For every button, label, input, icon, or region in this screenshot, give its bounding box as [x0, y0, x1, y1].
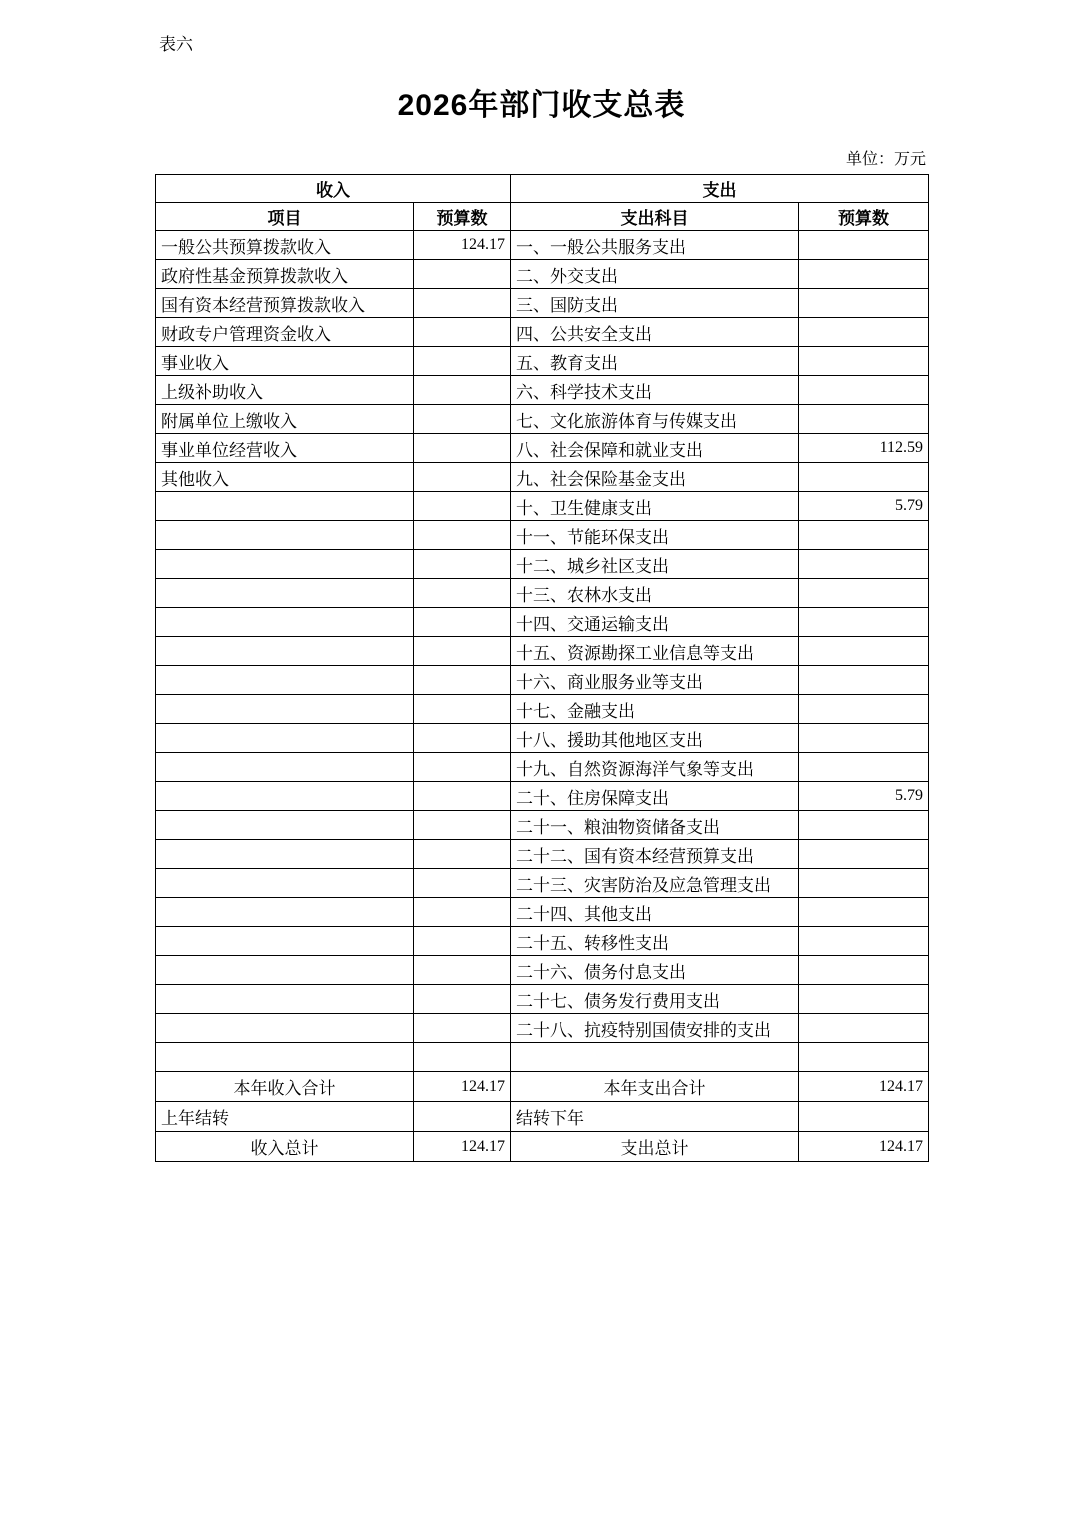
- income-budget-header: 预算数: [414, 203, 511, 231]
- income-item-cell: 其他收入: [156, 463, 414, 492]
- income-item-cell: [156, 608, 414, 637]
- expense-value-cell: [799, 1102, 929, 1132]
- summary-row: [156, 1102, 929, 1132]
- table-row: [156, 956, 929, 985]
- expense-item-cell: 三、国防支出: [511, 289, 799, 318]
- income-item-cell: [156, 637, 414, 666]
- expense-value-cell: [799, 405, 929, 434]
- group-header-row: [156, 175, 929, 203]
- table-row: [156, 753, 929, 782]
- table-row: [156, 492, 929, 521]
- expense-value-cell: [799, 695, 929, 724]
- income-value-cell: [414, 260, 511, 289]
- income-value-cell: 124.17: [414, 231, 511, 260]
- income-value-cell: [414, 869, 511, 898]
- income-value-cell: [414, 840, 511, 869]
- expense-item-cell: 八、社会保障和就业支出: [511, 434, 799, 463]
- income-value-cell: 124.17: [414, 1132, 511, 1162]
- table-row: [156, 898, 929, 927]
- expense-value-cell: 124.17: [799, 1072, 929, 1102]
- income-item-cell: [156, 782, 414, 811]
- expense-item-cell: 二十四、其他支出: [511, 898, 799, 927]
- expense-value-cell: [799, 869, 929, 898]
- income-item-cell: [156, 1043, 414, 1072]
- expense-value-cell: [799, 637, 929, 666]
- expense-item-cell: 十七、金融支出: [511, 695, 799, 724]
- income-value-cell: [414, 927, 511, 956]
- expense-value-cell: [799, 724, 929, 753]
- expense-value-cell: [799, 318, 929, 347]
- income-item-cell: 事业收入: [156, 347, 414, 376]
- table-row: [156, 463, 929, 492]
- income-item-cell: [156, 869, 414, 898]
- expense-item-cell: 九、社会保险基金支出: [511, 463, 799, 492]
- expense-value-cell: [799, 289, 929, 318]
- expense-item-cell: 十九、自然资源海洋气象等支出: [511, 753, 799, 782]
- table-row: [156, 550, 929, 579]
- income-value-cell: [414, 289, 511, 318]
- expense-value-cell: 5.79: [799, 782, 929, 811]
- expense-item-cell: 十五、资源勘探工业信息等支出: [511, 637, 799, 666]
- income-value-cell: [414, 463, 511, 492]
- income-value-cell: [414, 898, 511, 927]
- expense-item-cell: 二十五、转移性支出: [511, 927, 799, 956]
- income-item-cell: 附属单位上缴收入: [156, 405, 414, 434]
- income-item-cell: [156, 985, 414, 1014]
- expense-value-cell: [799, 347, 929, 376]
- income-value-cell: [414, 1043, 511, 1072]
- expense-item-cell: 二十三、灾害防治及应急管理支出: [511, 869, 799, 898]
- income-value-cell: [414, 666, 511, 695]
- expense-item-cell: 十二、城乡社区支出: [511, 550, 799, 579]
- page-title: 2026年部门收支总表: [397, 89, 686, 122]
- income-item-cell: 财政专户管理资金收入: [156, 318, 414, 347]
- expense-value-cell: 112.59: [799, 434, 929, 463]
- income-item-cell: [156, 898, 414, 927]
- income-value-cell: [414, 579, 511, 608]
- table-row: [156, 376, 929, 405]
- income-value-cell: [414, 608, 511, 637]
- income-value-cell: [414, 985, 511, 1014]
- income-item-cell: 上年结转: [156, 1102, 414, 1132]
- expense-value-cell: [799, 666, 929, 695]
- expense-value-cell: [799, 463, 929, 492]
- expense-value-cell: 5.79: [799, 492, 929, 521]
- income-group-header: 收入: [156, 175, 511, 203]
- income-value-cell: [414, 724, 511, 753]
- table-row: [156, 347, 929, 376]
- table-row: [156, 869, 929, 898]
- income-value-cell: [414, 521, 511, 550]
- table-row: [156, 985, 929, 1014]
- summary-row: [156, 1072, 929, 1102]
- expense-value-cell: [799, 753, 929, 782]
- expense-item-cell: 四、公共安全支出: [511, 318, 799, 347]
- expense-item-cell: 十四、交通运输支出: [511, 608, 799, 637]
- expense-value-cell: [799, 927, 929, 956]
- income-item-cell: [156, 492, 414, 521]
- expense-value-cell: [799, 956, 929, 985]
- income-item-cell: [156, 811, 414, 840]
- table-row: [156, 782, 929, 811]
- income-item-cell: 上级补助收入: [156, 376, 414, 405]
- expense-value-cell: [799, 550, 929, 579]
- income-value-cell: [414, 956, 511, 985]
- table-row: [156, 434, 929, 463]
- income-item-cell: 事业单位经营收入: [156, 434, 414, 463]
- income-item-cell: [156, 579, 414, 608]
- expense-item-cell: 十一、节能环保支出: [511, 521, 799, 550]
- income-value-cell: [414, 1014, 511, 1043]
- table-number-label: 表六: [159, 35, 193, 54]
- expense-item-cell: 本年支出合计: [511, 1072, 799, 1102]
- expense-item-cell: 十八、援助其他地区支出: [511, 724, 799, 753]
- expense-value-cell: [799, 231, 929, 260]
- income-item-cell: 一般公共预算拨款收入: [156, 231, 414, 260]
- income-value-cell: [414, 492, 511, 521]
- income-item-cell: [156, 550, 414, 579]
- expense-item-cell: 二、外交支出: [511, 260, 799, 289]
- expense-item-cell: 二十七、债务发行费用支出: [511, 985, 799, 1014]
- expense-item-cell: 七、文化旅游体育与传媒支出: [511, 405, 799, 434]
- expense-value-cell: [799, 898, 929, 927]
- table-header: [156, 175, 929, 231]
- table-row: [156, 289, 929, 318]
- summary-row: [156, 1132, 929, 1162]
- income-value-cell: [414, 637, 511, 666]
- income-value-cell: 124.17: [414, 1072, 511, 1102]
- expense-value-cell: [799, 840, 929, 869]
- expense-value-cell: [799, 579, 929, 608]
- table-footer: [156, 1072, 929, 1162]
- expense-value-cell: [799, 985, 929, 1014]
- income-item-cell: [156, 695, 414, 724]
- expense-value-cell: [799, 376, 929, 405]
- table-row: [156, 666, 929, 695]
- income-value-cell: [414, 405, 511, 434]
- expense-item-cell: 一、一般公共服务支出: [511, 231, 799, 260]
- expense-value-cell: [799, 260, 929, 289]
- unit-label: 单位：万元: [845, 151, 926, 168]
- table-row: [156, 260, 929, 289]
- table-row: [156, 695, 929, 724]
- expense-item-cell: 二十二、国有资本经营预算支出: [511, 840, 799, 869]
- income-item-cell: [156, 521, 414, 550]
- table-row: [156, 521, 929, 550]
- income-item-cell: 国有资本经营预算拨款收入: [156, 289, 414, 318]
- income-value-cell: [414, 811, 511, 840]
- income-item-cell: [156, 666, 414, 695]
- income-value-cell: [414, 318, 511, 347]
- income-value-cell: [414, 376, 511, 405]
- table-row: [156, 1043, 929, 1072]
- expense-item-cell: 二十、住房保障支出: [511, 782, 799, 811]
- income-value-cell: [414, 347, 511, 376]
- table-row: [156, 231, 929, 260]
- income-item-cell: [156, 840, 414, 869]
- expense-item-cell: 支出总计: [511, 1132, 799, 1162]
- expense-group-header: 支出: [511, 175, 929, 203]
- income-item-cell: [156, 724, 414, 753]
- income-item-cell: [156, 927, 414, 956]
- expense-item-cell: 十三、农林水支出: [511, 579, 799, 608]
- table-row: [156, 1014, 929, 1043]
- table-row: [156, 811, 929, 840]
- table-row: [156, 724, 929, 753]
- expense-item-cell: 二十六、债务付息支出: [511, 956, 799, 985]
- table-row: [156, 637, 929, 666]
- table-row: [156, 318, 929, 347]
- expense-item-header: 支出科目: [511, 203, 799, 231]
- budget-table: [155, 174, 929, 1162]
- table-row: [156, 579, 929, 608]
- income-item-cell: [156, 956, 414, 985]
- table-row: [156, 840, 929, 869]
- income-item-cell: 收入总计: [156, 1132, 414, 1162]
- expense-item-cell: 二十八、抗疫特别国债安排的支出: [511, 1014, 799, 1043]
- income-item-cell: 本年收入合计: [156, 1072, 414, 1102]
- income-item-cell: [156, 1014, 414, 1043]
- expense-value-cell: [799, 811, 929, 840]
- table-row: [156, 405, 929, 434]
- expense-item-cell: 五、教育支出: [511, 347, 799, 376]
- income-value-cell: [414, 550, 511, 579]
- expense-value-cell: [799, 608, 929, 637]
- expense-budget-header: 预算数: [799, 203, 929, 231]
- expense-item-cell: 六、科学技术支出: [511, 376, 799, 405]
- expense-value-cell: [799, 521, 929, 550]
- expense-item-cell: 十、卫生健康支出: [511, 492, 799, 521]
- expense-item-cell: [511, 1043, 799, 1072]
- expense-value-cell: [799, 1014, 929, 1043]
- table-row: [156, 608, 929, 637]
- income-item-header: 项目: [156, 203, 414, 231]
- table-row: [156, 927, 929, 956]
- expense-item-cell: 二十一、粮油物资储备支出: [511, 811, 799, 840]
- expense-value-cell: [799, 1043, 929, 1072]
- expense-value-cell: 124.17: [799, 1132, 929, 1162]
- income-value-cell: [414, 434, 511, 463]
- income-value-cell: [414, 1102, 511, 1132]
- expense-item-cell: 结转下年: [511, 1102, 799, 1132]
- expense-item-cell: 十六、商业服务业等支出: [511, 666, 799, 695]
- income-value-cell: [414, 753, 511, 782]
- column-header-row: [156, 203, 929, 231]
- income-item-cell: 政府性基金预算拨款收入: [156, 260, 414, 289]
- table-body: [156, 231, 929, 1072]
- income-value-cell: [414, 695, 511, 724]
- income-value-cell: [414, 782, 511, 811]
- income-item-cell: [156, 753, 414, 782]
